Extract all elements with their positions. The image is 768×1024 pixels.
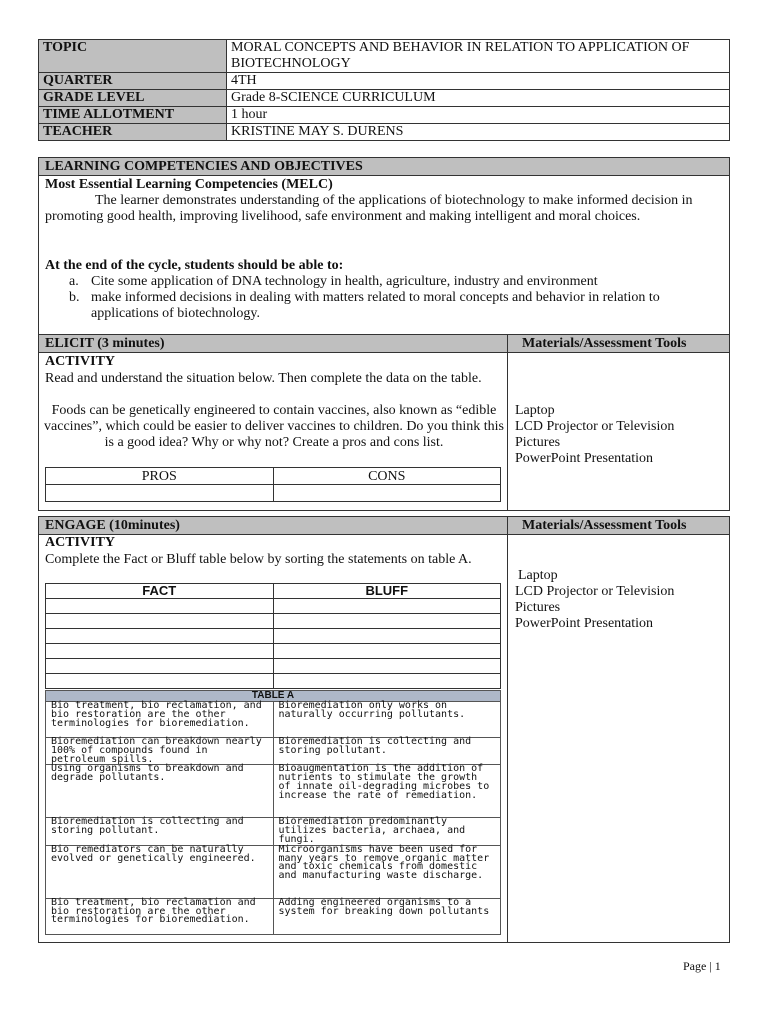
- statement-cell: Microorganisms have been used for many years to remove organic matter and toxic chemicals from domestic and manufacturing waste discharge.: [273, 845, 501, 898]
- quarter-value: 4TH: [227, 73, 730, 90]
- bluff-cell[interactable]: [273, 614, 501, 629]
- fact-header: FACT: [46, 584, 274, 599]
- cons-cell[interactable]: [273, 485, 501, 502]
- elicit-scenario: Foods can be genetically engineered to contain vaccines, also known as “edible vaccines”, which could be easier to deliver vaccines to children. Do you think this is a good idea? Why or why not? Create a pros and cons list.: [44, 403, 504, 450]
- elicit-materials-list: [515, 403, 725, 467]
- bluff-cell[interactable]: [273, 674, 501, 689]
- statement-cell: Using organisms to breakdown and degrade pollutants.: [46, 765, 274, 818]
- lesson-info-table: [38, 39, 730, 141]
- melc-title: Most Essential Learning Competencies (MELC): [45, 177, 333, 192]
- bluff-cell[interactable]: [273, 659, 501, 674]
- material-powerpoint: PowerPoint Presentation: [515, 451, 654, 466]
- elicit-band: [39, 335, 729, 353]
- bluff-header: BLUFF: [273, 584, 501, 599]
- fact-cell[interactable]: [46, 659, 274, 674]
- topic-value: MORAL CONCEPTS AND BEHAVIOR IN RELATION TO APPLICATION OF BIOTECHNOLOGY: [227, 40, 730, 73]
- objective-b-marker: b.: [69, 290, 80, 305]
- material-laptop: Laptop: [515, 403, 555, 418]
- objective-b-text: make informed decisions in dealing with matters related to moral concepts and behavior in relation to applications of biotechnology.: [91, 290, 660, 321]
- time-allotment-value: 1 hour: [227, 107, 730, 124]
- pros-cons-row: [46, 485, 501, 502]
- competencies-heading: LEARNING COMPETENCIES AND OBJECTIVES: [39, 158, 729, 176]
- statement-cell: Bioremediation is collecting and storing pollutant.: [46, 818, 274, 845]
- fact-bluff-table: [45, 583, 501, 689]
- quarter-row: [39, 73, 730, 90]
- time-allotment-label: TIME ALLOTMENT: [39, 107, 227, 124]
- statement-cell: Bio treatment, bio reclamation and bio restoration are the other terminologies for bioremediation.: [46, 898, 274, 934]
- engage-divider: [507, 517, 508, 942]
- teacher-value: KRISTINE MAY S. DURENS: [227, 124, 730, 141]
- fact-bluff-row: [46, 599, 501, 614]
- fact-bluff-row: [46, 659, 501, 674]
- grade-level-value: Grade 8-SCIENCE CURRICULUM: [227, 90, 730, 107]
- bluff-cell[interactable]: [273, 644, 501, 659]
- topic-row: [39, 40, 730, 73]
- table-a-title: TABLE A: [46, 691, 501, 702]
- pros-cons-table: [45, 467, 501, 502]
- page-number: Page | 1: [683, 959, 721, 973]
- material-projector: LCD Projector or Television: [515, 584, 675, 599]
- statement-cell: Bioaugmentation is the addition of nutrients to stimulate the growth of innate oil-degrading microbes to increase the rate of remediation.: [273, 765, 501, 818]
- table-a: [45, 690, 501, 935]
- fact-cell[interactable]: [46, 674, 274, 689]
- material-projector: LCD Projector or Television: [515, 419, 675, 434]
- engage-materials-list: [515, 568, 725, 632]
- engage-materials-heading: Materials/Assessment Tools: [522, 518, 687, 533]
- grade-level-label: GRADE LEVEL: [39, 90, 227, 107]
- statement-cell: Bioremediation only works on naturally occurring pollutants.: [273, 702, 501, 738]
- material-laptop: Laptop: [518, 568, 558, 583]
- elicit-instruction: Read and understand the situation below. Then complete the data on the table.: [45, 371, 482, 386]
- cons-header: CONS: [273, 468, 501, 485]
- engage-band: [39, 517, 729, 535]
- quarter-label: QUARTER: [39, 73, 227, 90]
- table-a-row: [46, 845, 501, 898]
- elicit-divider: [507, 335, 508, 510]
- fact-cell[interactable]: [46, 629, 274, 644]
- statement-cell: Bioremediation is collecting and storing pollutant.: [273, 738, 501, 765]
- objective-a: [69, 274, 719, 290]
- table-a-row: [46, 765, 501, 818]
- statement-cell: Bio treatment, bio reclamation, and bio restoration are the other terminologies for bioremediation.: [46, 702, 274, 738]
- material-pictures: Pictures: [515, 435, 561, 450]
- pros-cell[interactable]: [46, 485, 274, 502]
- elicit-materials-heading: Materials/Assessment Tools: [522, 336, 687, 351]
- grade-level-row: [39, 90, 730, 107]
- bluff-cell[interactable]: [273, 629, 501, 644]
- fact-bluff-row: [46, 629, 501, 644]
- statement-cell: Bio remediators can be naturally evolved or genetically engineered.: [46, 845, 274, 898]
- fact-cell[interactable]: [46, 599, 274, 614]
- time-allotment-row: [39, 107, 730, 124]
- statement-cell: Bioremediation predominantly utilizes bacteria, archaea, and fungi.: [273, 818, 501, 845]
- objective-a-text: Cite some application of DNA technology in health, agriculture, industry and environment: [91, 274, 598, 289]
- fact-cell[interactable]: [46, 614, 274, 629]
- fact-cell[interactable]: [46, 644, 274, 659]
- engage-activity-label: ACTIVITY: [45, 535, 116, 550]
- table-a-row: [46, 738, 501, 765]
- fact-bluff-row: [46, 674, 501, 689]
- teacher-row: [39, 124, 730, 141]
- table-a-row: [46, 898, 501, 934]
- material-powerpoint: PowerPoint Presentation: [515, 616, 654, 631]
- fact-bluff-row: [46, 644, 501, 659]
- pros-header: PROS: [46, 468, 274, 485]
- objective-a-marker: a.: [69, 274, 79, 289]
- engage-instruction: Complete the Fact or Bluff table below by sorting the statements on table A.: [45, 552, 472, 567]
- fact-bluff-row: [46, 614, 501, 629]
- engage-heading: ENGAGE (10minutes): [45, 518, 180, 533]
- objective-b: [69, 290, 719, 322]
- elicit-activity-label: ACTIVITY: [45, 354, 116, 369]
- competencies-section: [38, 157, 730, 335]
- statement-cell: Bioremediation can breakdown nearly 100% of compounds found in petroleum spills.: [46, 738, 274, 765]
- teacher-label: TEACHER: [39, 124, 227, 141]
- objectives-intro: At the end of the cycle, students should be able to:: [45, 258, 344, 273]
- melc-text: The learner demonstrates understanding of the applications of biotechnology to make informed decision in promoting good health, improving livelihood, safe environment and making intelligent and moral choices.: [45, 193, 693, 224]
- table-a-row: [46, 818, 501, 845]
- elicit-heading: ELICIT (3 minutes): [45, 336, 165, 351]
- table-a-row: [46, 702, 501, 738]
- statement-cell: Adding engineered organisms to a system for breaking down pollutants: [273, 898, 501, 934]
- bluff-cell[interactable]: [273, 599, 501, 614]
- material-pictures: Pictures: [515, 600, 561, 615]
- topic-label: TOPIC: [39, 40, 227, 73]
